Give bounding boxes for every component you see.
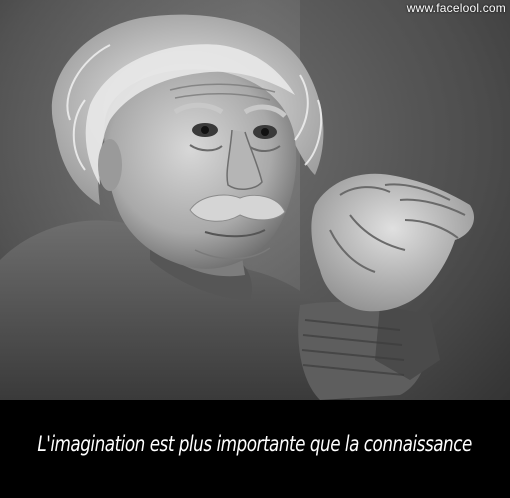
quote-caption: L'imagination est plus importante que la connaissance [37,432,473,456]
watermark-text: www.facelool.com [406,1,506,15]
caption-bar [0,400,510,498]
